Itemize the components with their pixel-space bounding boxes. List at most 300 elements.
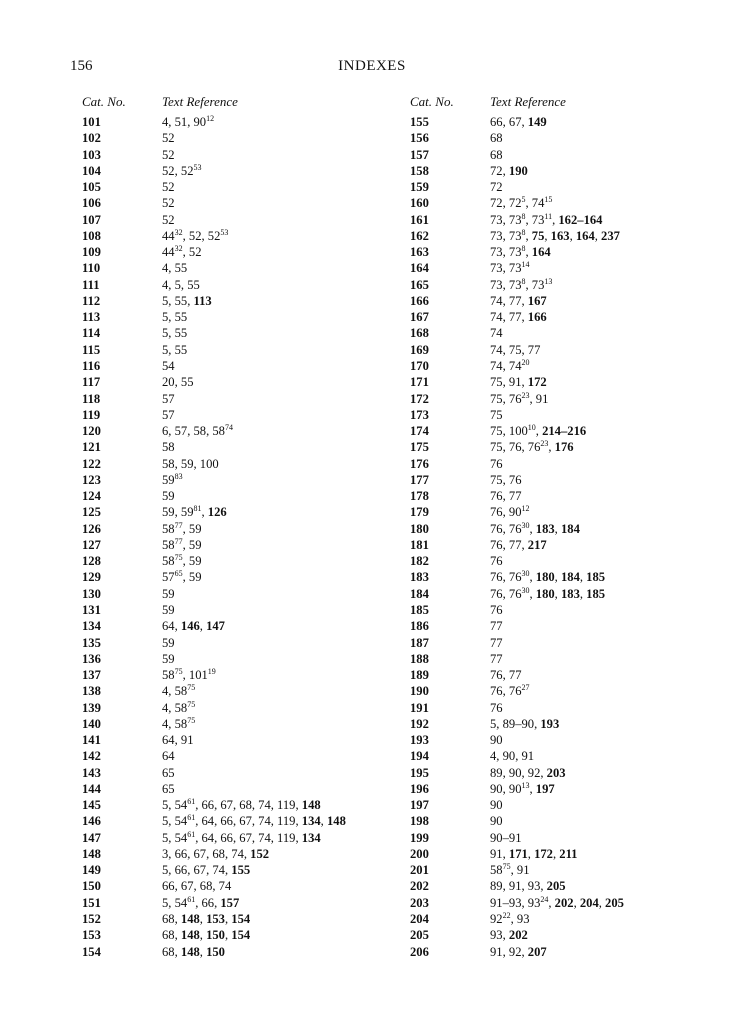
cat-no: 156 (410, 131, 429, 146)
page-reference: 52 (162, 131, 175, 146)
index-row (410, 813, 730, 829)
index-column-left (82, 94, 402, 959)
index-row (82, 212, 402, 228)
catalogue-reference: 202 (554, 895, 574, 910)
text-reference (490, 537, 547, 553)
page-reference: , (199, 944, 207, 959)
text-reference (162, 683, 195, 699)
page-reference: 57 (162, 407, 175, 422)
cat-no: 167 (410, 310, 429, 325)
index-row (410, 147, 730, 163)
cat-no: 136 (82, 651, 101, 666)
index-row (82, 358, 402, 374)
page-reference: 58 (162, 521, 175, 536)
catalogue-reference: 134 (301, 830, 321, 845)
index-row (410, 683, 730, 699)
footnote-superscript: 30 (521, 585, 530, 595)
text-reference (490, 846, 577, 862)
footnote-superscript: 23 (521, 390, 530, 400)
text-reference (490, 391, 548, 407)
index-row (410, 862, 730, 878)
footnote-superscript: 8 (521, 227, 526, 237)
cat-no: 193 (410, 733, 429, 748)
page-reference: , (579, 586, 587, 601)
index-row (82, 374, 402, 390)
cat-no: 199 (410, 830, 429, 845)
index-row (82, 179, 402, 195)
index-row (82, 716, 402, 732)
cat-no: 122 (82, 456, 101, 471)
page-reference: 76 (490, 554, 503, 569)
page-reference: 52 (162, 212, 175, 227)
cat-no: 118 (82, 391, 101, 406)
footnote-superscript: 11 (544, 211, 553, 221)
index-row (410, 342, 730, 358)
footnote-superscript: 30 (521, 569, 530, 579)
index-row (410, 439, 730, 455)
text-reference (162, 521, 201, 537)
page-reference: 3, 66, 67, 68, 74, (162, 846, 251, 861)
footnote-superscript: 75 (187, 699, 196, 709)
cat-no: 135 (82, 635, 101, 650)
page-reference: 58, 59, 100 (162, 456, 219, 471)
footnote-superscript: 10 (527, 423, 536, 433)
cat-no: 130 (82, 586, 101, 601)
cat-no: 138 (82, 684, 101, 699)
catalogue-reference: 185 (586, 586, 606, 601)
catalogue-reference: 211 (559, 846, 578, 861)
text-reference (162, 130, 175, 146)
index-row (82, 309, 402, 325)
index-row (82, 602, 402, 618)
page-reference: 75 (490, 407, 503, 422)
cat-no: 123 (82, 472, 101, 487)
footnote-superscript: 75 (174, 553, 183, 563)
index-row (82, 895, 402, 911)
index-row (410, 521, 730, 537)
text-reference (162, 407, 175, 423)
index-row (82, 163, 402, 179)
text-reference (490, 586, 605, 602)
text-reference (490, 765, 566, 781)
footnote-superscript: 75 (187, 683, 196, 693)
cat-no: 134 (82, 619, 101, 634)
page-reference: 4, 58 (162, 700, 188, 715)
cat-no: 149 (82, 863, 101, 878)
cat-no: 128 (82, 554, 101, 569)
cat-no: 103 (82, 147, 101, 162)
index-row (410, 618, 730, 634)
page-reference: 92 (490, 912, 503, 927)
catalogue-reference: 180 (535, 586, 555, 601)
page-reference: 52 (162, 180, 175, 195)
page-reference: , (598, 895, 606, 910)
catalogue-reference: 134 (301, 814, 321, 829)
cat-no: 195 (410, 765, 429, 780)
index-row (82, 439, 402, 455)
page-reference: 4, 5, 55 (162, 277, 200, 292)
page-reference: , 52, 52 (182, 228, 221, 243)
catalogue-reference: 162–164 (558, 212, 603, 227)
page-reference: 58 (162, 440, 175, 455)
index-row (82, 147, 402, 163)
index-row (82, 781, 402, 797)
text-reference (162, 342, 187, 358)
text-reference (162, 830, 321, 846)
index-row (82, 407, 402, 423)
footnote-superscript: 13 (544, 276, 553, 286)
page-reference: 73, 73 (490, 261, 522, 276)
page-reference: , (548, 440, 555, 455)
text-reference (162, 212, 175, 228)
page-reference: 44 (162, 228, 175, 243)
page-title: INDEXES (338, 58, 406, 74)
text-reference (490, 683, 529, 699)
text-reference (490, 732, 503, 748)
footnote-superscript: 75 (502, 862, 511, 872)
page-reference: 4, 58 (162, 684, 188, 699)
page-reference: 76 (490, 700, 503, 715)
index-row (82, 195, 402, 211)
text-reference (490, 602, 503, 618)
page-reference: 72, 72 (490, 196, 522, 211)
page-reference: , 74 (525, 196, 545, 211)
footnote-superscript: 61 (187, 813, 196, 823)
catalogue-reference: 148 (180, 944, 200, 959)
cat-no-header: Cat. No. (82, 94, 126, 109)
page-reference: 77 (490, 619, 503, 634)
text-reference (162, 895, 239, 911)
page-reference: 90, 90 (490, 781, 522, 796)
footnote-superscript: 8 (521, 244, 526, 254)
cat-no: 175 (410, 440, 429, 455)
catalogue-reference: 148 (180, 928, 200, 943)
cat-no: 150 (82, 879, 101, 894)
page-reference: 77 (490, 635, 503, 650)
text-reference (490, 244, 551, 260)
cat-no: 163 (410, 245, 429, 260)
catalogue-reference: 183 (535, 521, 555, 536)
page-reference: 58 (162, 554, 175, 569)
index-row (410, 195, 730, 211)
cat-no: 179 (410, 505, 429, 520)
page-reference: 5, 54 (162, 830, 188, 845)
index-row (410, 504, 730, 520)
catalogue-reference: 157 (220, 895, 240, 910)
cat-no: 140 (82, 716, 101, 731)
cat-no: 176 (410, 456, 429, 471)
text-reference (162, 602, 175, 618)
page-reference: 91–93, 93 (490, 895, 541, 910)
page-reference: 90 (490, 814, 503, 829)
cat-no: 186 (410, 619, 429, 634)
cat-no: 159 (410, 180, 429, 195)
index-row (82, 797, 402, 813)
catalogue-reference: 171 (508, 846, 528, 861)
index-row (82, 391, 402, 407)
text-reference (490, 651, 503, 667)
page-reference: , (529, 781, 536, 796)
index-row (82, 927, 402, 943)
cat-no: 191 (410, 700, 429, 715)
index-row (410, 927, 730, 943)
page-reference: 68, (162, 912, 181, 927)
index-rows (410, 114, 730, 960)
page-reference: , (199, 928, 207, 943)
page-reference: 89, 91, 93, (490, 879, 547, 894)
page-reference: 74, 74 (490, 358, 522, 373)
cat-no: 169 (410, 342, 429, 357)
catalogue-reference: 207 (527, 944, 547, 959)
text-reference (490, 358, 529, 374)
text-reference (162, 911, 250, 927)
page-reference: 75, 91, (490, 375, 528, 390)
text-reference (162, 325, 187, 341)
catalogue-reference: 155 (231, 863, 251, 878)
page-reference: 68, (162, 928, 181, 943)
page-reference: 76, 77 (490, 668, 522, 683)
text-reference (162, 277, 200, 293)
page-reference: 73, 73 (490, 228, 522, 243)
catalogue-reference: 146 (180, 619, 200, 634)
text-reference (162, 309, 187, 325)
footnote-superscript: 20 (521, 357, 530, 367)
cat-no: 161 (410, 212, 429, 227)
page-reference: 5, 55, (162, 293, 194, 308)
text-reference (490, 716, 559, 732)
page-reference: 91, 92, (490, 944, 528, 959)
cat-no: 158 (410, 163, 429, 178)
cat-no: 160 (410, 196, 429, 211)
text-reference (162, 423, 233, 439)
index-row (82, 325, 402, 341)
text-reference (162, 391, 175, 407)
page-reference: 76, 77, (490, 537, 528, 552)
page-reference: 74 (490, 326, 503, 341)
cat-no: 120 (82, 424, 101, 439)
page-reference: 4, 58 (162, 716, 188, 731)
cat-no: 105 (82, 180, 101, 195)
page-reference: 57 (162, 391, 175, 406)
column-header (410, 94, 730, 112)
index-row (410, 537, 730, 553)
page-reference: 91, (490, 846, 509, 861)
cat-no: 170 (410, 358, 429, 373)
cat-no: 108 (82, 228, 101, 243)
cat-no: 116 (82, 358, 101, 373)
index-row (410, 765, 730, 781)
page-reference: 20, 55 (162, 375, 194, 390)
index-row (410, 374, 730, 390)
catalogue-reference: 184 (560, 521, 580, 536)
text-reference (490, 797, 503, 813)
footnote-superscript: 75 (187, 715, 196, 725)
cat-no: 201 (410, 863, 429, 878)
catalogue-reference: 176 (554, 440, 574, 455)
footnote-superscript: 15 (544, 195, 553, 205)
catalogue-reference: 214–216 (542, 424, 587, 439)
index-row (410, 553, 730, 569)
index-row (410, 716, 730, 732)
cat-no: 181 (410, 537, 429, 552)
text-reference (490, 521, 580, 537)
index-row (410, 602, 730, 618)
page-reference: 5, 54 (162, 895, 188, 910)
cat-no: 165 (410, 277, 429, 292)
index-row (82, 537, 402, 553)
page-reference: 89, 90, 92, (490, 765, 547, 780)
page-reference: 4, 90, 91 (490, 749, 535, 764)
text-reference (490, 830, 521, 846)
page-reference: 75, 76, 76 (490, 440, 541, 455)
cat-no: 109 (82, 245, 101, 260)
text-reference (490, 277, 552, 293)
cat-no: 178 (410, 489, 429, 504)
cat-no: 203 (410, 895, 429, 910)
page-reference: 59, 59 (162, 505, 194, 520)
text-reference (162, 797, 321, 813)
cat-no: 147 (82, 830, 101, 845)
index-row (410, 651, 730, 667)
page-reference: 76 (490, 602, 503, 617)
text-reference (162, 878, 231, 894)
index-row (82, 342, 402, 358)
cat-no: 131 (82, 602, 101, 617)
cat-no: 111 (82, 277, 100, 292)
index-row (82, 651, 402, 667)
cat-no: 124 (82, 489, 101, 504)
page-reference: , (529, 586, 536, 601)
page-reference: , (320, 814, 327, 829)
cat-no: 117 (82, 375, 101, 390)
page-reference: 52 (162, 147, 175, 162)
page-reference: , 52 (182, 245, 202, 260)
index-row (82, 553, 402, 569)
page-reference: 93, (490, 928, 509, 943)
index-row (82, 846, 402, 862)
page-reference: 90 (490, 798, 503, 813)
text-reference (490, 569, 605, 585)
catalogue-reference: 205 (605, 895, 624, 910)
page-reference: , (535, 424, 543, 439)
cat-no: 143 (82, 765, 101, 780)
index-row (82, 456, 402, 472)
page-reference: , (525, 228, 532, 243)
index-row (82, 277, 402, 293)
cat-no: 206 (410, 944, 429, 959)
footnote-superscript: 30 (521, 520, 530, 530)
page-reference: , (199, 912, 207, 927)
catalogue-reference: 147 (206, 619, 225, 634)
index-row (410, 244, 730, 260)
text-reference (162, 488, 175, 504)
footnote-superscript: 23 (540, 439, 549, 449)
footnote-superscript: 5 (521, 195, 526, 205)
cat-no: 141 (82, 733, 101, 748)
text-reference (490, 635, 503, 651)
index-row (410, 569, 730, 585)
index-row (82, 635, 402, 651)
index-row (410, 911, 730, 927)
cat-no: 106 (82, 196, 101, 211)
footnote-superscript: 75 (174, 667, 183, 677)
cat-no: 166 (410, 293, 429, 308)
cat-no: 145 (82, 798, 101, 813)
index-row (410, 423, 730, 439)
page-reference: , 59 (182, 570, 202, 585)
page-reference: 59 (162, 635, 175, 650)
page-reference: , (544, 228, 551, 243)
cat-no: 101 (82, 115, 101, 129)
cat-no-header: Cat. No. (410, 94, 454, 109)
page-reference: 74, 77, (490, 293, 528, 308)
index-row (82, 521, 402, 537)
index-row (410, 667, 730, 683)
page-reference: 75, 76 (490, 472, 522, 487)
page-reference: , (527, 846, 535, 861)
page-reference: 76, 77 (490, 489, 522, 504)
text-reference (490, 374, 547, 390)
page-reference: 5, 55 (162, 310, 188, 325)
page-reference: , 101 (182, 668, 208, 683)
page-reference: , (579, 570, 587, 585)
page-reference: , (199, 619, 207, 634)
cat-no: 114 (82, 326, 101, 341)
text-reference (490, 439, 574, 455)
catalogue-reference: 237 (601, 228, 620, 243)
index-row (410, 586, 730, 602)
index-row (82, 683, 402, 699)
catalogue-reference: 172 (534, 846, 553, 861)
cat-no: 197 (410, 798, 429, 813)
page-reference: 59 (162, 651, 175, 666)
index-row (410, 130, 730, 146)
text-reference (490, 895, 624, 911)
cat-no: 190 (410, 684, 429, 699)
page-reference: 68 (490, 131, 503, 146)
footnote-superscript: 14 (521, 260, 530, 270)
page-reference: , 93 (510, 912, 530, 927)
page-reference: , (554, 521, 561, 536)
footnote-superscript: 61 (187, 894, 196, 904)
footnote-superscript: 53 (193, 162, 202, 172)
page-reference: 59 (162, 586, 175, 601)
catalogue-reference: 164 (531, 245, 551, 260)
page-reference: , (552, 846, 560, 861)
text-reference (490, 700, 503, 716)
cat-no: 115 (82, 342, 101, 357)
page-reference: 76, 76 (490, 521, 522, 536)
index-row (82, 488, 402, 504)
page-reference: 72, (490, 163, 509, 178)
page-reference: , 91 (510, 863, 530, 878)
text-reference (162, 667, 216, 683)
cat-no: 154 (82, 944, 101, 959)
index-row (410, 700, 730, 716)
cat-no: 180 (410, 521, 429, 536)
footnote-superscript: 83 (174, 471, 183, 481)
text-reference (162, 569, 201, 585)
cat-no: 205 (410, 928, 429, 943)
page-reference: 73, 73 (490, 212, 522, 227)
text-reference (490, 748, 534, 764)
cat-no: 142 (82, 749, 101, 764)
text-reference (162, 553, 201, 569)
index-row (410, 309, 730, 325)
page-reference: , 66, 67, 68, 74, 119, (195, 798, 302, 813)
catalogue-reference: 164 (575, 228, 595, 243)
page-reference: 44 (162, 245, 175, 260)
